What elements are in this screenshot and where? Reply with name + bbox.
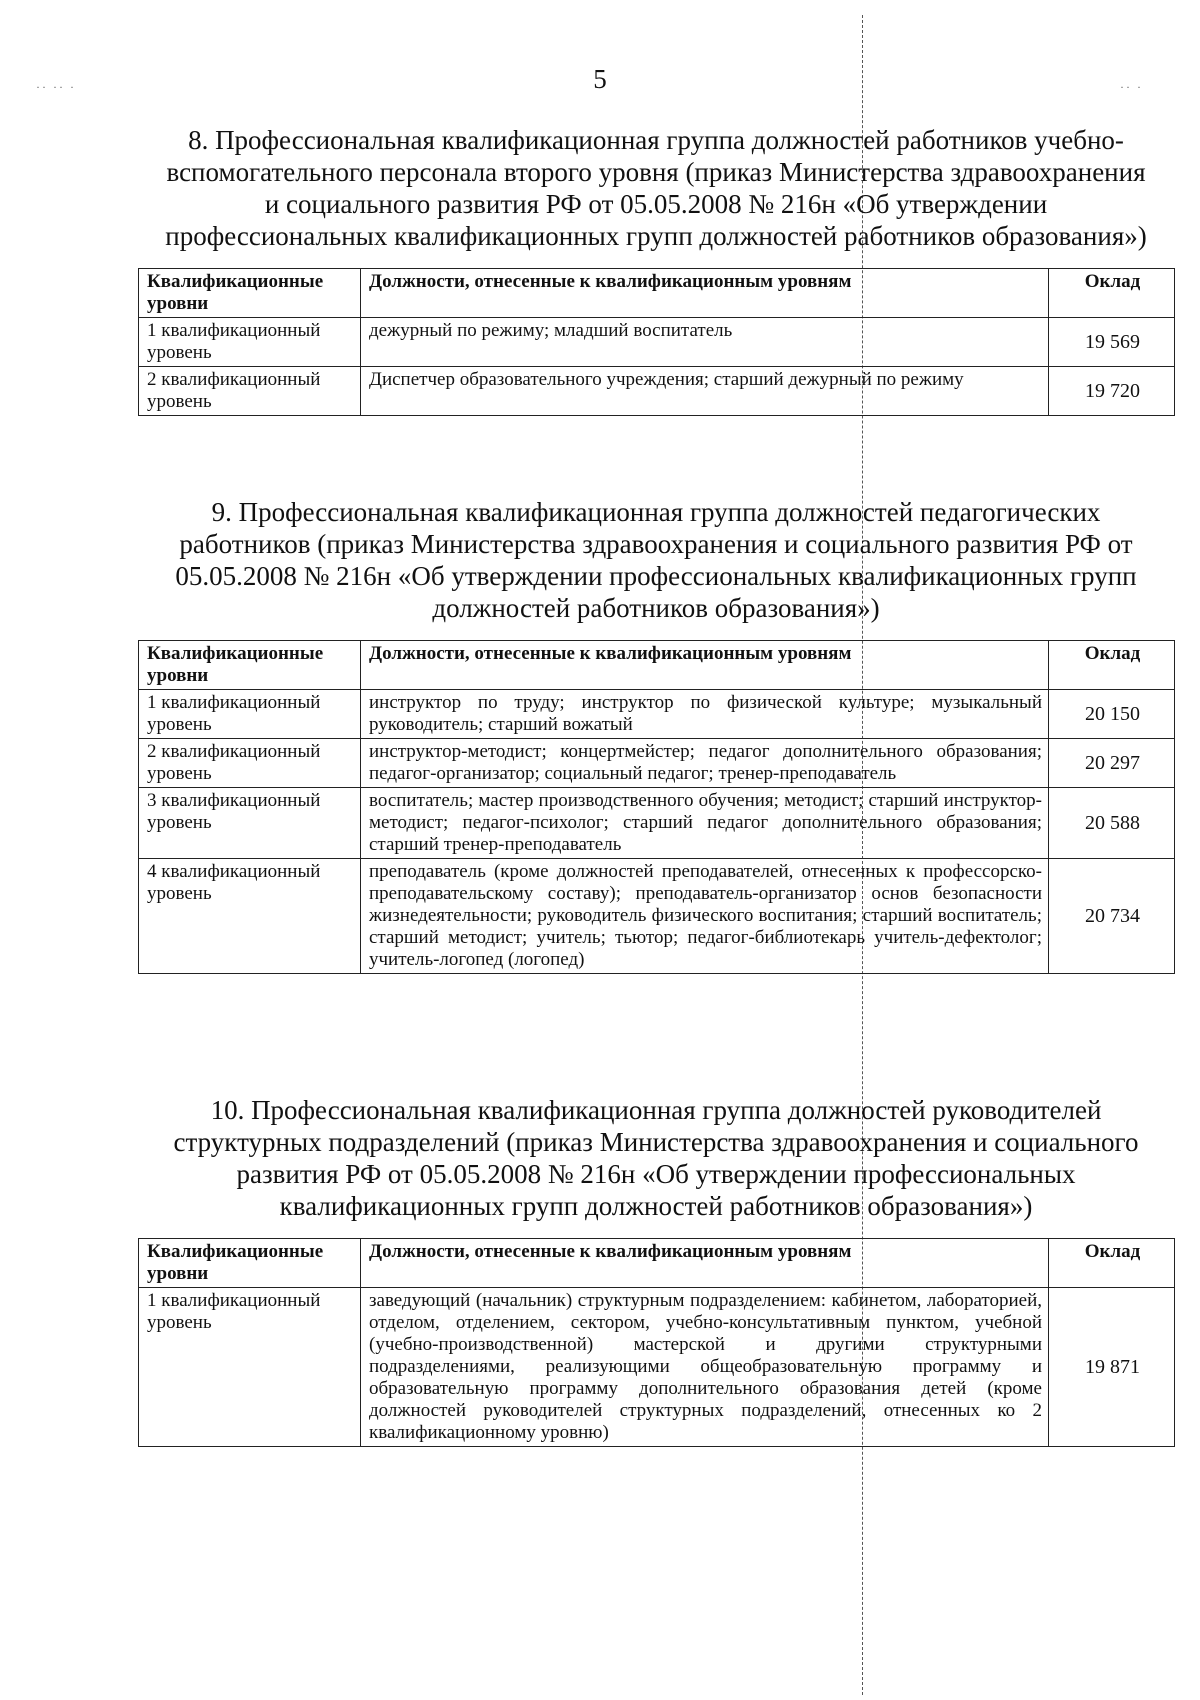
table-row <box>139 788 1175 859</box>
salary-cell: 20 150 <box>1049 690 1175 739</box>
table-row <box>139 318 1175 367</box>
level-cell: 1 квалификационный уровень <box>139 1288 361 1447</box>
table-row <box>139 1288 1175 1447</box>
column-header-salary: Оклад <box>1049 269 1175 318</box>
level-cell: 1 квалификационный уровень <box>139 690 361 739</box>
level-cell: 4 квалификационный уровень <box>139 859 361 974</box>
salary-cell: 20 588 <box>1049 788 1175 859</box>
salary-cell: 20 734 <box>1049 859 1175 974</box>
page-number: 5 <box>593 64 607 94</box>
salary-cell: 19 871 <box>1049 1288 1175 1447</box>
positions-cell: воспитатель; мастер производственного обучения; методист; старший инструктор-методист; педагог-психолог; старший педагог дополнительного образования; старший тренер-преподаватель <box>361 788 1049 859</box>
section-9 <box>138 496 1174 974</box>
salary-table <box>138 1238 1175 1447</box>
column-header-salary: Оклад <box>1049 641 1175 690</box>
positions-cell: преподаватель (кроме должностей преподавателей, отнесенных к профессорско-преподавательскому составу); преподаватель-организатор основ безопасности жизнедеятельности; руководитель физического воспитания; старший воспитатель; старший методист; учитель; тьютор; педагог-библиотекарь учитель-дефектолог; учитель-логопед (логопед) <box>361 859 1049 974</box>
salary-table <box>138 640 1175 974</box>
table-row <box>139 367 1175 416</box>
table-row <box>139 739 1175 788</box>
table-row <box>139 690 1175 739</box>
salary-cell: 19 720 <box>1049 367 1175 416</box>
positions-cell: инструктор по труду; инструктор по физической культуре; музыкальный руководитель; старший вожатый <box>361 690 1049 739</box>
salary-cell: 19 569 <box>1049 318 1175 367</box>
section-heading: 9. Профессиональная квалификационная группа должностей педагогических работников (приказ Министерства здравоохранения и социального развития РФ от 05.05.2008 № 216н «Об утверждении профессиональных квалификационных групп должностей работников образования») <box>175 497 1137 623</box>
positions-cell: инструктор-методист; концертмейстер; педагог дополнительного образования; педагог-организатор; социальный педагог; тренер-преподаватель <box>361 739 1049 788</box>
table-row <box>139 859 1175 974</box>
salary-cell: 20 297 <box>1049 739 1175 788</box>
scan-speck: ·· · <box>1120 80 1143 94</box>
section-8 <box>138 124 1174 416</box>
table-header-row <box>139 641 1175 690</box>
column-header-level: Квалификационные уровни <box>139 269 361 318</box>
column-header-positions: Должности, отнесенные к квалификационным уровням <box>361 641 1049 690</box>
scan-speck: ·· ·· · <box>36 80 76 94</box>
section-10 <box>138 1094 1174 1447</box>
column-header-level: Квалификационные уровни <box>139 641 361 690</box>
positions-cell: заведующий (начальник) структурным подразделением: кабинетом, лабораторией, отделом, отделением, сектором, учебно-консультативным пунктом, учебной (учебно-производственной) мастерской и другими структурными подразделениями, реализующими общеобразовательную программу и образовательную программу дополнительного образования детей (кроме должностей руководителей структурных подразделений, отнесенных ко 2 квалификационному уровню) <box>361 1288 1049 1447</box>
positions-cell: дежурный по режиму; младший воспитатель <box>361 318 1049 367</box>
column-header-positions: Должности, отнесенные к квалификационным уровням <box>361 1239 1049 1288</box>
column-header-level: Квалификационные уровни <box>139 1239 361 1288</box>
salary-table <box>138 268 1175 416</box>
section-heading: 10. Профессиональная квалификационная группа должностей руководителей структурных подразделений (приказ Министерства здравоохранения и социального развития РФ от 05.05.2008 № 216н «Об утверждении профессиональных квалификационных групп должностей работников образования») <box>173 1095 1139 1221</box>
table-header-row <box>139 269 1175 318</box>
table-header-row <box>139 1239 1175 1288</box>
positions-cell: Диспетчер образовательного учреждения; старший дежурный по режиму <box>361 367 1049 416</box>
section-heading: 8. Профессиональная квалификационная группа должностей работников учебно-вспомогательного персонала второго уровня (приказ Министерства здравоохранения и социального развития РФ от 05.05.2008 № 216н «Об утверждении профессиональных квалификационных групп должностей работников образования») <box>165 125 1147 251</box>
level-cell: 3 квалификационный уровень <box>139 788 361 859</box>
column-header-salary: Оклад <box>1049 1239 1175 1288</box>
level-cell: 2 квалификационный уровень <box>139 739 361 788</box>
column-header-positions: Должности, отнесенные к квалификационным уровням <box>361 269 1049 318</box>
level-cell: 2 квалификационный уровень <box>139 367 361 416</box>
level-cell: 1 квалификационный уровень <box>139 318 361 367</box>
